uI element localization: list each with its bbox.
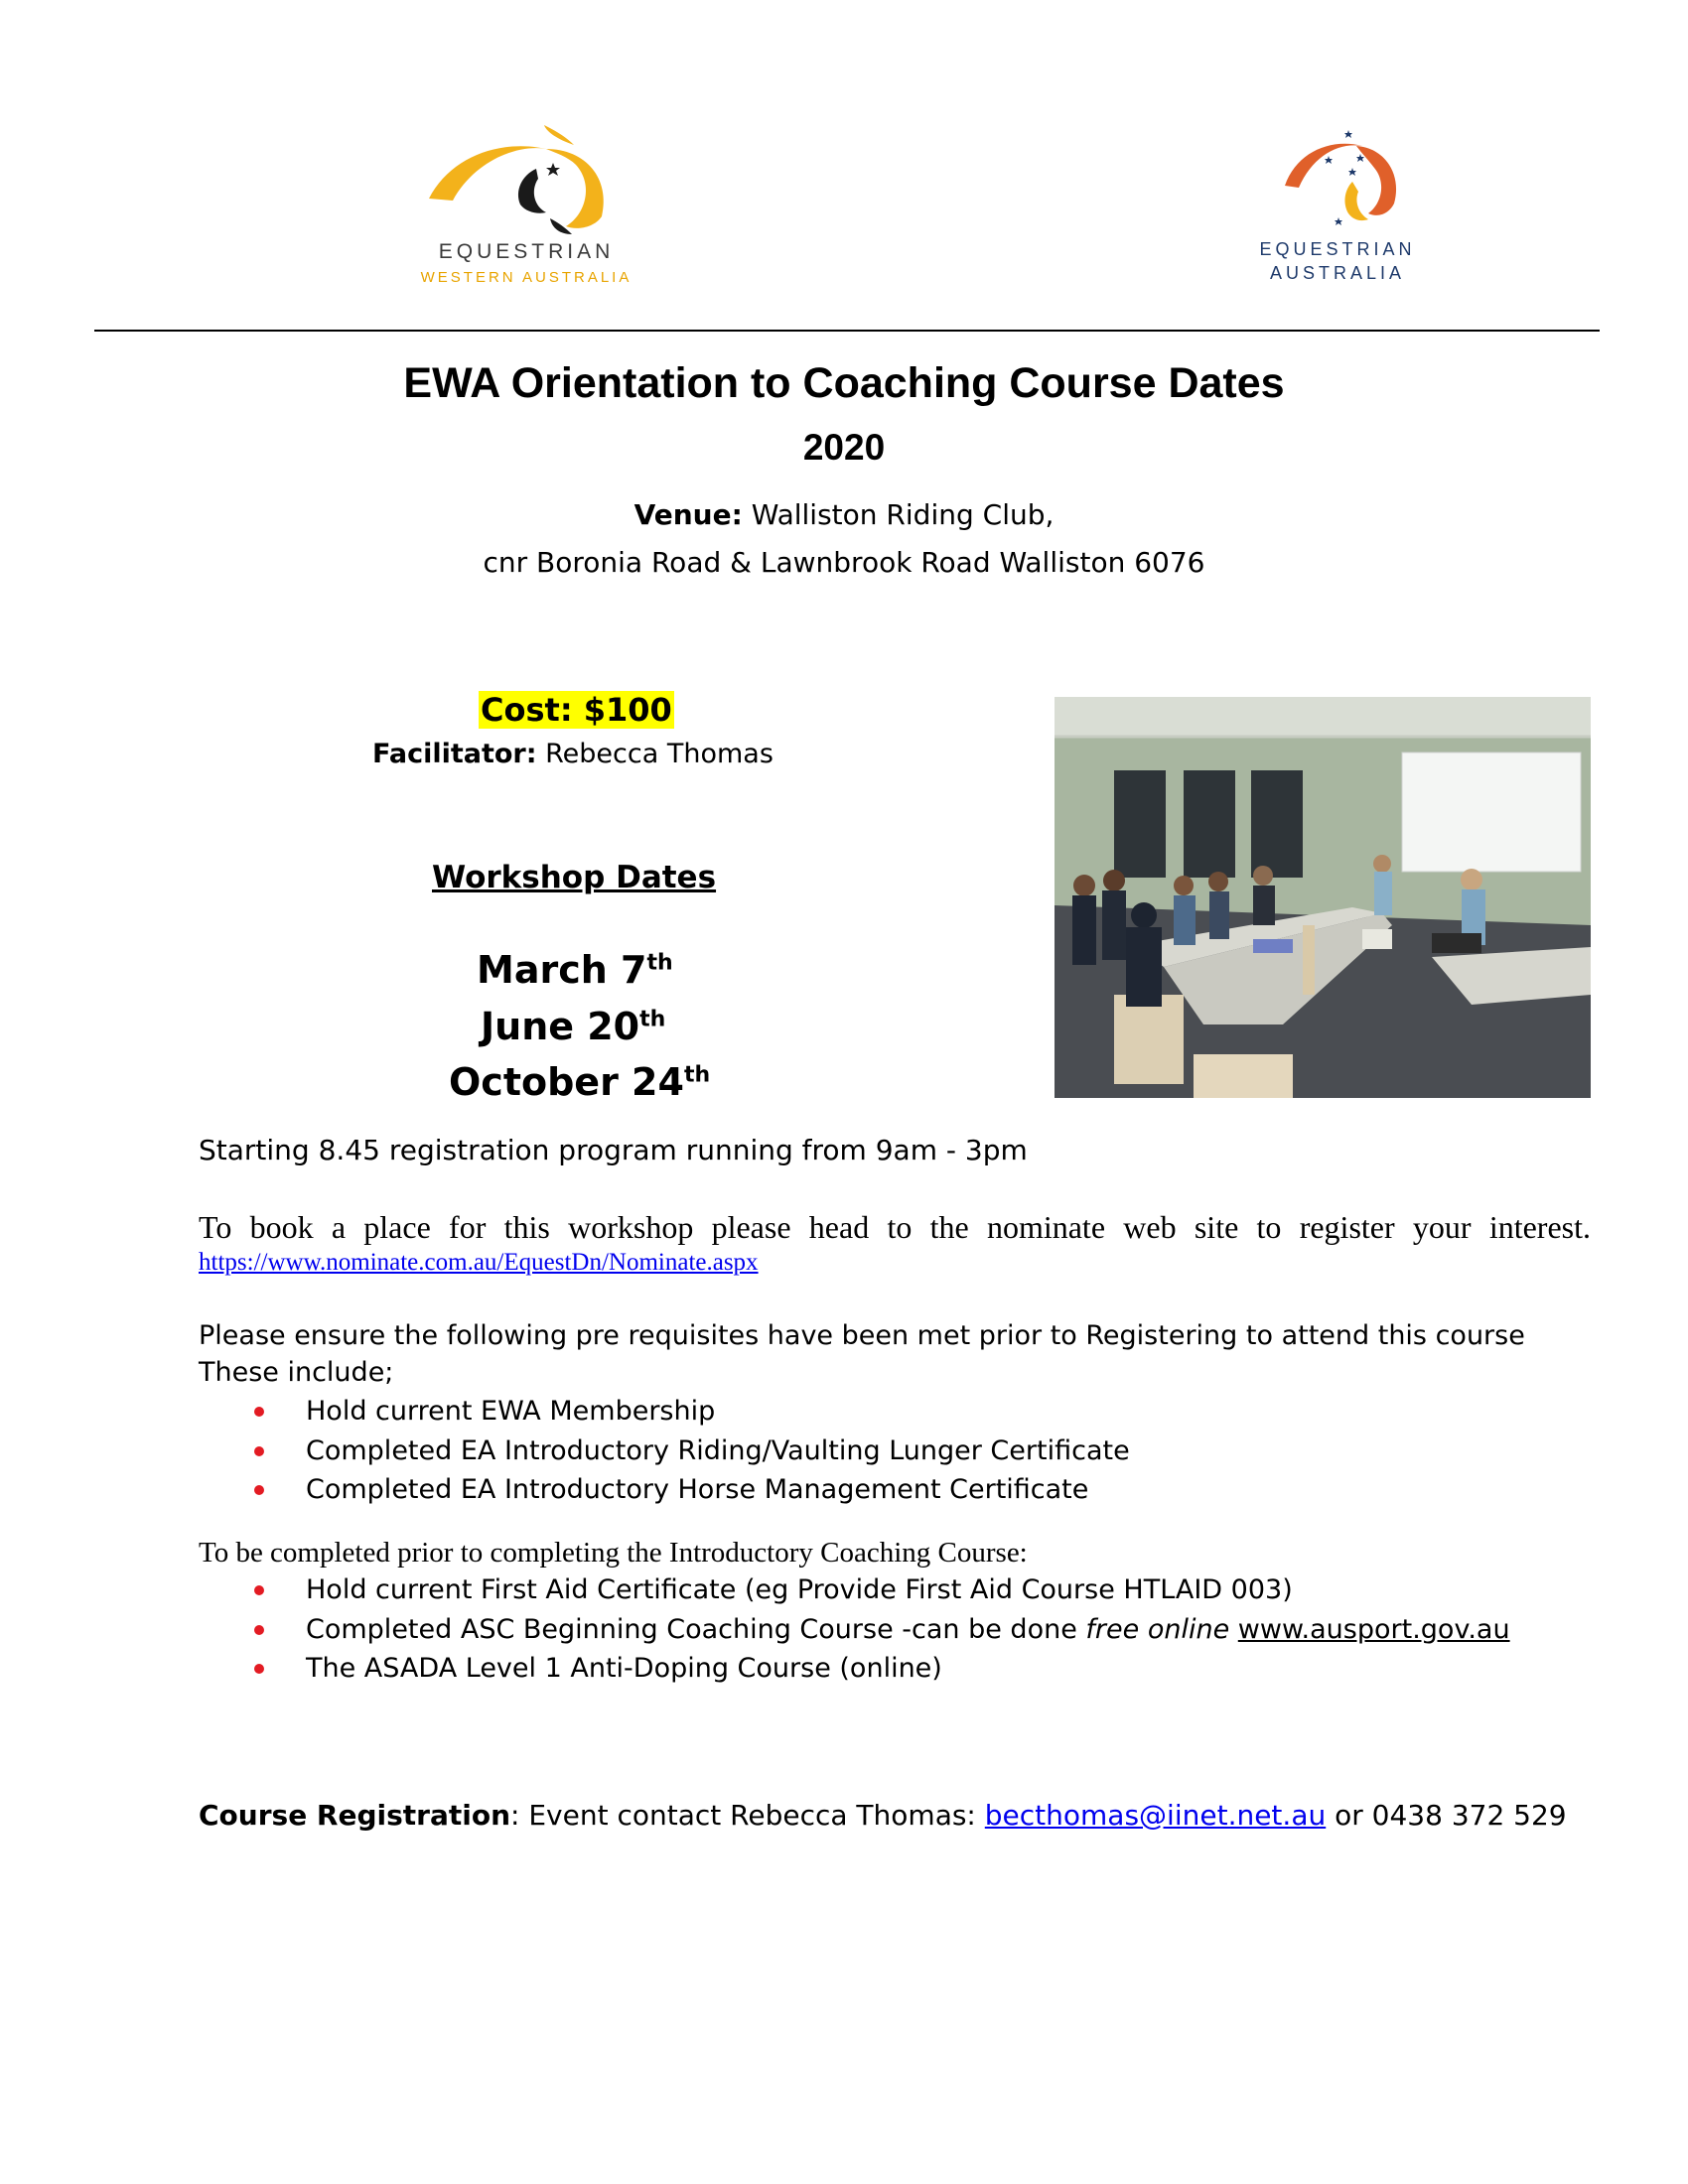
list-item — [254, 1472, 1130, 1512]
workshop-date — [481, 1005, 665, 1048]
venue-line — [0, 498, 1688, 531]
workshop-date-suffix: th — [639, 1007, 666, 1032]
list-item-text: Completed ASC Beginning Coaching Course -can be done — [306, 1613, 1086, 1645]
ea-logo — [1223, 124, 1452, 288]
workshop-dates-heading: Workshop Dates — [432, 860, 717, 895]
ea-logo-line1: EQUESTRIAN — [1259, 239, 1416, 259]
list-item — [254, 1612, 1510, 1652]
prior-completion-list — [254, 1572, 1510, 1691]
workshop-date-suffix: th — [646, 950, 673, 976]
bullet-icon — [254, 1625, 264, 1635]
bullet-icon — [254, 1664, 264, 1674]
venue-value: Walliston Riding Club, — [742, 498, 1055, 531]
ea-horse-logo-icon — [1283, 124, 1402, 235]
workshop-date-text: March 7 — [477, 948, 647, 992]
registration-label: Course Registration — [199, 1799, 511, 1832]
prior-completion-heading: To be completed prior to completing the Introductory Coaching Course: — [199, 1537, 1028, 1569]
workshop-date — [449, 1060, 710, 1104]
workshop-date-suffix: th — [683, 1062, 711, 1088]
workshop-date-text: June 20 — [481, 1005, 640, 1048]
nominate-link[interactable]: https://www.nominate.com.au/EquestDn/Nominate.aspx — [199, 1249, 759, 1276]
ea-logo-line2: AUSTRALIA — [1269, 263, 1406, 283]
header-divider — [94, 330, 1600, 332]
ewa-logo — [397, 119, 655, 293]
bullet-icon — [254, 1446, 264, 1456]
prerequisites-intro: Please ensure the following pre requisites have been met prior to Registering to attend this course — [199, 1320, 1525, 1351]
bullet-icon — [254, 1407, 264, 1417]
cost-badge: Cost: $100 — [481, 691, 672, 729]
classroom-photo — [1055, 697, 1591, 1098]
page-title: EWA Orientation to Coaching Course Dates — [403, 359, 1285, 407]
bullet-icon — [254, 1485, 264, 1495]
booking-instructions: To book a place for this workshop please head to the nominate web site to register your interest. — [199, 1209, 1591, 1245]
list-item-text: Completed EA Introductory Riding/Vaulting Lunger Certificate — [306, 1434, 1130, 1466]
prerequisites-include-label: These include; — [199, 1357, 394, 1388]
list-item — [254, 1651, 1510, 1691]
start-time-line: Starting 8.45 registration program running from 9am - 3pm — [199, 1134, 1028, 1166]
list-item-text: Hold current EWA Membership — [306, 1396, 716, 1427]
venue-label: Venue: — [633, 498, 743, 531]
ausport-link[interactable]: www.ausport.gov.au — [1237, 1613, 1510, 1645]
contact-email-link[interactable]: becthomas@iinet.net.au — [984, 1799, 1327, 1832]
facilitator-name: Rebecca Thomas — [536, 739, 774, 769]
ewa-logo-line2: WESTERN AUSTRALIA — [420, 269, 633, 286]
facilitator-line — [372, 739, 774, 769]
bullet-icon — [254, 1585, 264, 1595]
facilitator-label: Facilitator: — [372, 739, 537, 769]
page-year: 2020 — [802, 427, 886, 468]
workshop-date — [477, 948, 673, 992]
venue-address: cnr Boronia Road & Lawnbrook Road Walliston 6076 — [483, 546, 1205, 579]
list-item-text: Completed EA Introductory Horse Management Certificate — [306, 1474, 1089, 1505]
list-item — [254, 1572, 1510, 1612]
list-item-text: Hold current First Aid Certificate (eg Provide First Aid Course HTLAID 003) — [306, 1574, 1293, 1605]
ewa-logo-line1: EQUESTRIAN — [438, 240, 615, 263]
list-item-text: The ASADA Level 1 Anti-Doping Course (online) — [306, 1653, 942, 1684]
list-item — [254, 1394, 1130, 1433]
registration-line — [199, 1799, 1567, 1832]
ewa-horse-logo-icon — [427, 119, 626, 236]
list-item — [254, 1433, 1130, 1473]
workshop-date-text: October 24 — [449, 1060, 684, 1104]
classroom-photo-image — [1055, 697, 1591, 1098]
prerequisites-list — [254, 1394, 1130, 1512]
contact-phone: or 0438 372 529 — [1326, 1799, 1567, 1832]
list-item-italic: free online — [1085, 1613, 1230, 1645]
registration-text: : Event contact Rebecca Thomas: — [510, 1799, 985, 1832]
